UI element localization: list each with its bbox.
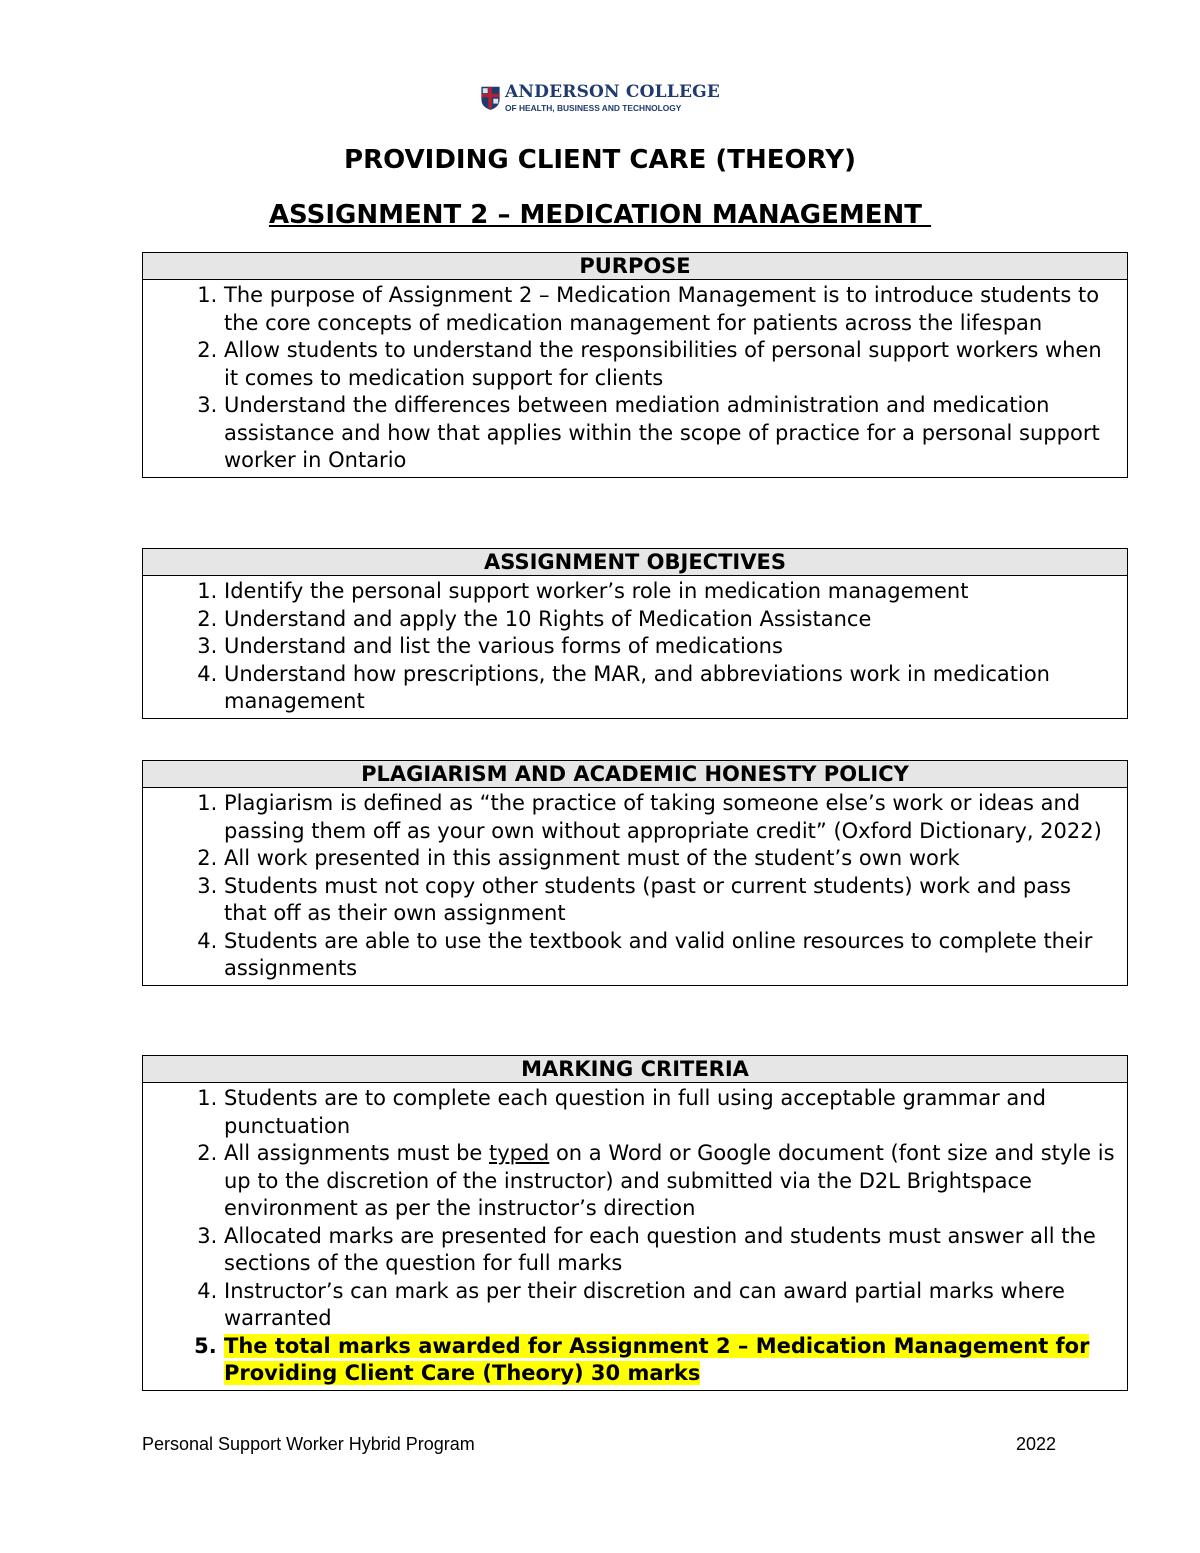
- objectives-list: [143, 576, 1127, 718]
- objectives-section: [142, 548, 1128, 719]
- marking-section: [142, 1055, 1128, 1391]
- list-item: 1. Plagiarism is defined as “the practice of taking someone else’s work or ideas and passing them off as your own without appropriate credit” (Oxford Dictionary, 2022): [224, 790, 1119, 845]
- college-logo: [480, 78, 720, 118]
- highlighted-text: The total marks awarded for Assignment 2 – Medication Management for Providing Client Care (Theory) 30 marks: [224, 1333, 1090, 1385]
- plagiarism-heading: PLAGIARISM AND ACADEMIC HONESTY POLICY: [143, 761, 1127, 788]
- page-title: PROVIDING CLIENT CARE (THEORY): [344, 145, 856, 175]
- item-text: on a Word or Google document (font size and style is up to the discretion of the instructor) and submitted via the D2L Brightspace environment as per the instructor’s direction: [224, 1141, 1115, 1220]
- footer-program: Personal Support Worker Hybrid Program: [142, 1434, 475, 1454]
- plagiarism-section: [142, 760, 1128, 986]
- assignment-title: [0, 199, 1200, 231]
- list-item: 3. Understand and list the various forms of medications: [224, 633, 1119, 661]
- list-item: 2. All work presented in this assignment must of the student’s own work: [224, 845, 1119, 873]
- shield-icon: [480, 80, 501, 116]
- purpose-list: [143, 280, 1127, 477]
- list-item: 2. Understand and apply the 10 Rights of Medication Assistance: [224, 606, 1119, 634]
- item-text: All assignments must be: [224, 1141, 490, 1165]
- list-item: [224, 1140, 1119, 1223]
- footer-year: 2022: [1016, 1434, 1057, 1454]
- list-item: 1. Students are to complete each question in full using acceptable grammar and punctuation: [224, 1085, 1119, 1140]
- plagiarism-list: [143, 788, 1127, 985]
- list-item: 3. Understand the differences between mediation administration and medication assistance and how that applies within the scope of practice for a personal support worker in Ontario: [224, 392, 1119, 475]
- list-item: 3. Students must not copy other students (past or current students) work and pass that off as their own assignment: [224, 873, 1119, 928]
- purpose-section: [142, 252, 1128, 478]
- list-item: 4. Instructor’s can mark as per their discretion and can award partial marks where warranted: [224, 1278, 1119, 1333]
- underlined-text: typed: [489, 1141, 550, 1165]
- logo-name: ANDERSON COLLEGE: [505, 81, 720, 102]
- list-item: 2. Allow students to understand the responsibilities of personal support workers when it comes to medication support for clients: [224, 337, 1119, 392]
- objectives-heading: ASSIGNMENT OBJECTIVES: [143, 549, 1127, 576]
- logo-subtitle: OF HEALTH, BUSINESS AND TECHNOLOGY: [505, 102, 682, 113]
- list-item: 4. Understand how prescriptions, the MAR, and abbreviations work in medication management: [224, 661, 1119, 716]
- total-marks-item: [224, 1333, 1119, 1388]
- marking-heading: MARKING CRITERIA: [143, 1056, 1127, 1083]
- list-item: 4. Students are able to use the textbook and valid online resources to complete their assignments: [224, 928, 1119, 983]
- list-item: 1. Identify the personal support worker’s role in medication management: [224, 578, 1119, 606]
- list-item: 1. The purpose of Assignment 2 – Medication Management is to introduce students to the core concepts of medication management for patients across the lifespan: [224, 282, 1119, 337]
- list-item: 3. Allocated marks are presented for each question and students must answer all the sections of the question for full marks: [224, 1223, 1119, 1278]
- marking-list: [143, 1083, 1127, 1390]
- assignment-title-text: ASSIGNMENT 2 – MEDICATION MANAGEMENT: [268, 200, 932, 230]
- purpose-heading: PURPOSE: [143, 253, 1127, 280]
